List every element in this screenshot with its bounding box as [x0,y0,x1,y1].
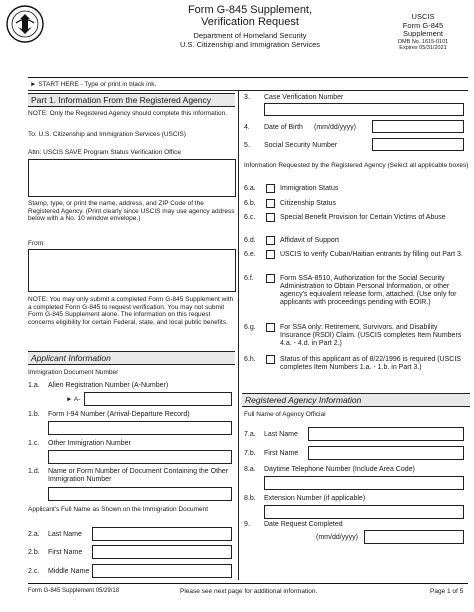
label-6b: Citizenship Status [280,200,337,207]
checkbox-6h[interactable] [266,355,275,364]
ssn-field[interactable] [372,138,464,151]
num-2a: 2.a. [28,531,40,538]
num-6f: 6.f. [244,275,254,282]
last-name-field[interactable] [92,527,232,541]
checkbox-6g[interactable] [266,323,275,332]
part1-note: NOTE: Only the Registered Agency should complete this information. [28,110,228,117]
num-1a: 1.a. [28,382,40,389]
num-1c: 1.c. [28,440,40,447]
applicant-fullname: Applicant's Full Name as Shown on the Immigration Document [28,506,209,513]
label-8a: Daytime Telephone Number (Include Area Code) [264,466,415,473]
first-name-field[interactable] [92,545,232,559]
other-imm-field[interactable] [48,450,232,464]
part1-attn: Attn: USCIS SAVE Program Status Verification Office [28,149,181,156]
checkbox-6a[interactable] [266,184,275,193]
num-6c: 6.c. [244,214,256,221]
label-5: Social Security Number [264,142,338,149]
a-number-field[interactable] [84,392,232,406]
label-6g: For SSA only: Retirement, Survivors, and Disability Insurance (RSDI) Claim. (USCIS completes Item Numbers 4.a. - 4.d. in Part 2.) [280,324,462,347]
label-6d: Affidavit of Support [280,237,340,244]
label-2a: Last Name [48,531,82,538]
uscis-l2: Form G-845 [402,20,444,30]
label-1c: Other Immigration Number [48,440,131,447]
column-divider [238,90,239,580]
num-3: 3. [244,94,250,101]
num-6h: 6.h. [244,356,256,363]
header-rule [28,77,468,78]
applicant-title: Applicant Information [28,351,235,365]
hint-9: (mm/dd/yyyy) [316,534,358,541]
label-6f: Form SSA-8510, Authorization for the Social Security Administration to Obtain Personal Information, or other agency's equivalent release form, attached. (Use only for applicants with proceedings pending with EOIR.) [280,275,457,306]
num-6d: 6.d. [244,237,256,244]
label-7a: Last Name [264,431,298,438]
header-dept [150,31,350,49]
num-9: 9. [244,521,250,528]
part1-note2: NOTE: You may only submit a completed Form G-845 Supplement with a completed Form G-845 to request verification. You may not submit Form G-845 Supplement alone. The information on this request concerns eligibility for certain Federal, state, and local public benefits. [28,296,234,326]
footer-left: Form G-845 Supplement 05/29/18 [28,588,120,594]
uscis-l1: USCIS [411,12,435,21]
label-1d: Name or Form Number of Document Containing the Other Immigration Number [48,468,229,483]
checkbox-6c[interactable] [266,213,275,222]
footer-rule [28,583,468,584]
label-6e: USCIS to verify Cuban/Haitian entrants by filling out Part 3. [280,251,463,258]
i94-field[interactable] [48,421,232,435]
label-4: Date of Birth [264,124,303,131]
part1-to: To: U.S. Citizenship and Immigration Services (USCIS) [28,131,186,138]
imm-doc-number: Immigration Document Number [28,369,119,376]
num-8b: 8.b. [244,495,256,502]
part1-title: Part 1. Information From the Registered Agency [28,93,235,107]
hint-4: (mm/dd/yyyy) [314,124,356,131]
start-here: ► START HERE - Type or print in black ink. [30,81,157,88]
dhs-seal [6,5,44,43]
num-2c: 2.c. [28,568,40,575]
uscis-box [378,13,468,52]
expires-date: Expires 05/31/2021 [399,45,447,51]
num-4: 4. [244,124,250,131]
label-6c: Special Benefit Provision for Certain Victims of Abuse [280,214,446,221]
official-first-name-field[interactable] [308,446,464,460]
footer-right: Page 1 of 5 [430,588,464,595]
label-3: Case Verification Number [264,94,344,101]
label-2c: Middle Name [48,568,90,575]
footer-center: Please see next page for additional information. [180,588,318,595]
label-1a: Alien Registration Number (A-Number) [48,382,169,389]
label-7b: First Name [264,450,299,457]
num-7a: 7.a. [244,431,256,438]
label-9: Date Request Completed [264,521,343,528]
checkbox-6b[interactable] [266,199,275,208]
num-6b: 6.b. [244,200,256,207]
part1-from: From: [28,240,45,247]
checkbox-6d[interactable] [266,236,275,245]
a-prefix: ► A- [66,396,81,403]
attn-box[interactable] [28,159,236,197]
num-6g: 6.g. [244,324,256,331]
registered-fullname: Full Name of Agency Official [244,411,326,418]
num-1d: 1.d. [28,468,40,475]
num-6e: 6.e. [244,251,256,258]
label-8b: Extension Number (if applicable) [264,495,366,502]
label-2b: First Name [48,549,83,556]
uscis-l3: Supplement [402,29,444,38]
registered-title: Registered Agency Information [242,393,470,407]
checkbox-6e[interactable] [266,250,275,259]
from-box[interactable] [28,249,236,292]
info-requested: Information Requested by the Registered Agency (Select all applicable boxes) [244,162,469,169]
extension-field[interactable] [264,505,464,519]
form-title [150,4,350,28]
dept-name: Department of Homeland Security [193,31,307,40]
agency-name: U.S. Citizenship and Immigration Services [179,40,321,49]
header-rule-2 [28,90,468,91]
doc-name-field[interactable] [48,487,232,501]
num-5: 5. [244,142,250,149]
num-1b: 1.b. [28,411,40,418]
phone-field[interactable] [264,476,464,490]
dob-field[interactable] [372,120,464,133]
title-line1: Form G-845 Supplement, [187,4,313,16]
part1-stamp: Stamp, type, or print the name, address, and ZIP Code of the Registered Agency. (Print clearly since USCIS may use agency address below with a No. 10 window envelope.) [28,200,235,223]
checkbox-6f[interactable] [266,274,275,283]
middle-name-field[interactable] [92,564,232,578]
num-6a: 6.a. [244,185,256,192]
label-6a: Immigration Status [280,185,339,192]
label-6h: Status of this applicant as of 8/22/1996 is required (USCIS completes Item Numbers 1.a. - 1.b. in Part 3.) [280,356,461,371]
num-2b: 2.b. [28,549,40,556]
omb-number: OMB No. 1615-0101 [397,38,449,45]
num-7b: 7.b. [244,450,256,457]
official-last-name-field[interactable] [308,427,464,441]
date-completed-field[interactable] [364,530,464,544]
label-1b: Form I-94 Number (Arrival-Departure Record) [48,411,190,418]
case-verification-field[interactable] [264,103,464,116]
num-8a: 8.a. [244,466,256,473]
title-line2: Verification Request [201,16,299,28]
